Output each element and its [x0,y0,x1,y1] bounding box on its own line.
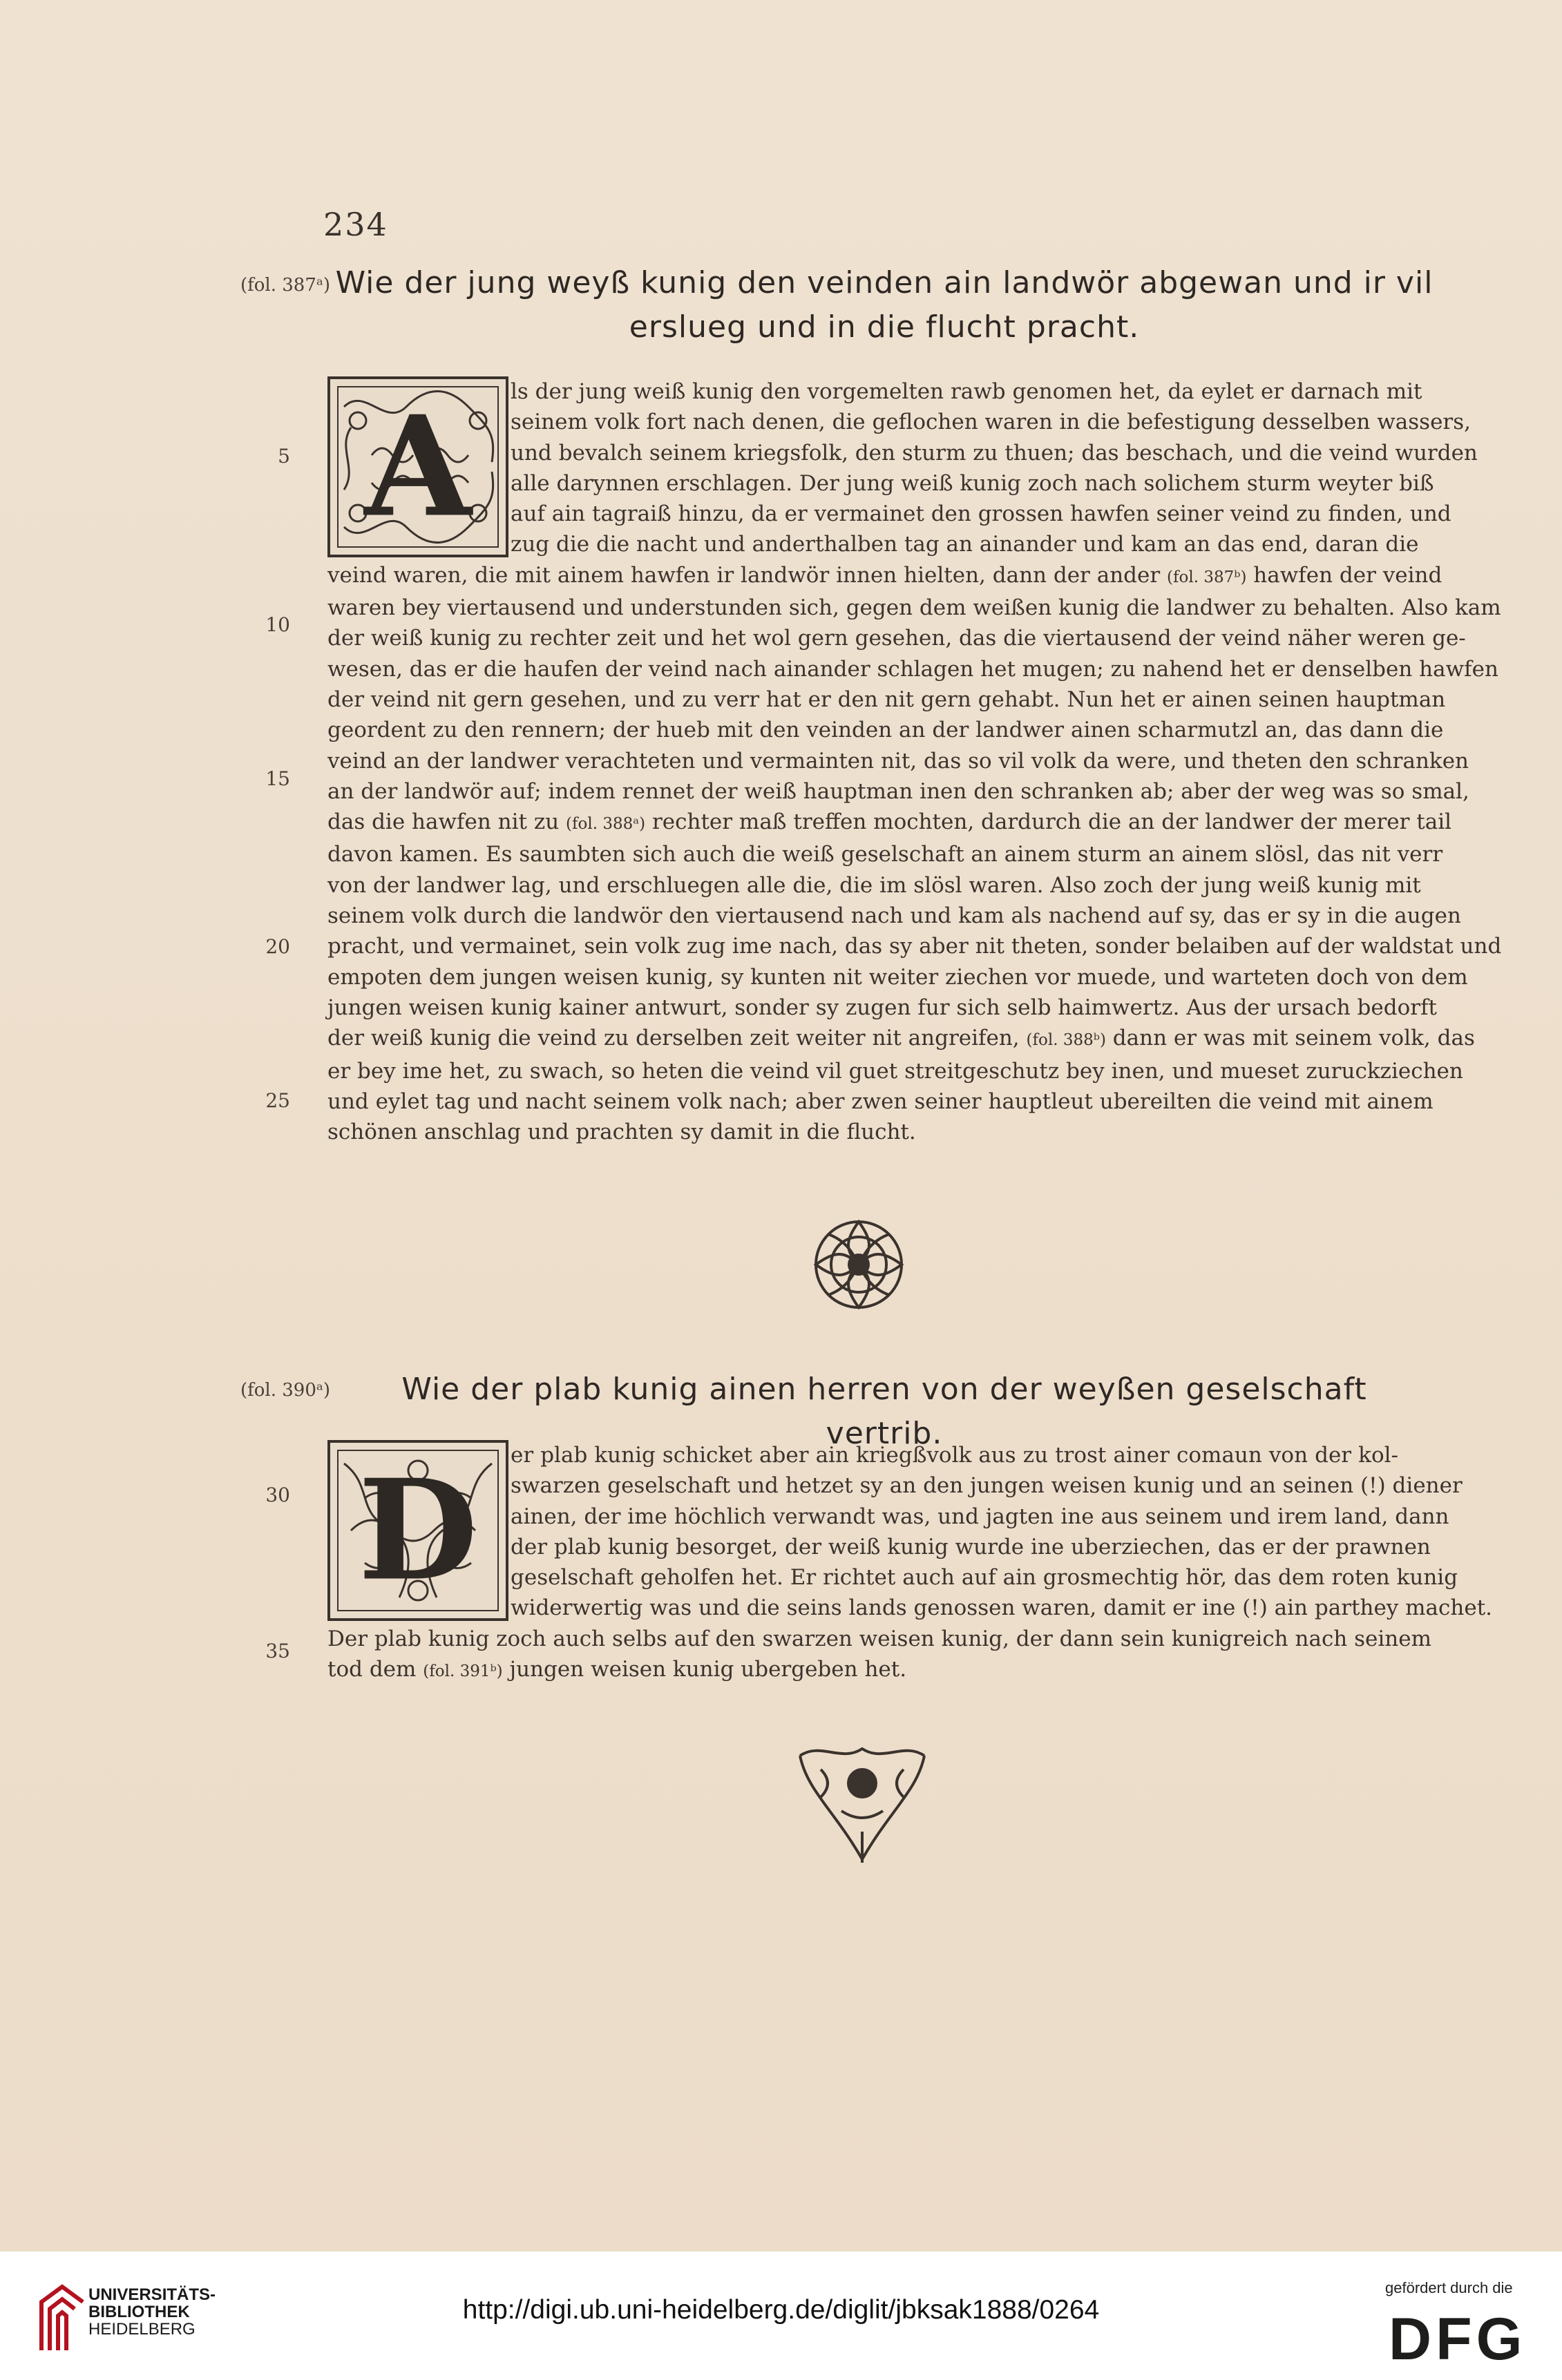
line-number: 35 [265,1640,290,1662]
text-fragment: rechter maß treffen mochten, dardurch die an der landwer der merer tail [651,809,1452,835]
text-line: veind an der landwer verachteten und vermainten nit, das so vil volk da were, und theten den schranken [327,748,1469,774]
line-number: 30 [265,1484,290,1506]
text-fragment: tod dem [327,1657,417,1682]
library-line-1: UNIVERSITÄTS- [88,2285,216,2304]
line-number: 10 [265,613,290,636]
text-line: seinem volk fort nach denen, die geflochen waren in die befestigung desselben wassers, [511,410,1471,435]
section-heading [332,261,1437,349]
folio-marker: (fol. 387ᵃ) [240,275,331,296]
text-fragment: hawfen der veind [1253,562,1442,588]
text-line: und bevalch seinem kriegsfolk, den sturm zu thuen; das beschach, und die veind wurden [511,440,1478,466]
dfg-logo[interactable]: DFG [1389,2306,1527,2372]
text-line: auf ain tagraiß hinzu, da er vermainet den grossen hawfen seiner veind zu finden, und [511,501,1451,527]
text-fragment: dann er was mit seinem volk, das [1112,1026,1475,1051]
text-line: zug die die nacht und anderthalben tag an ainander und kam an das end, daran die [511,532,1419,557]
page-number: 234 [323,206,388,243]
text-fragment: veind waren, die mit ainem hawfen ir landwör innen hielten, dann der ander [327,562,1161,588]
text-line: Der plab kunig zoch auch selbs auf den swarzen weisen kunig, der dann sein kunigreich nach seinem [327,1626,1431,1651]
line-number: 15 [265,767,290,790]
text-line: der plab kunig besorget, der weiß kunig wurde ine uberziechen, das er der prawnen [511,1534,1431,1560]
text-line: jungen weisen kunig kainer antwurt, sonder sy zugen fur sich selb haimwertz. Aus der ursach bedorft [327,995,1438,1020]
text-line [327,1023,1475,1055]
heading-line-2: erslueg und in die flucht pracht. [629,309,1140,345]
text-line: pracht, und vermainet, sein volk zug ime nach, das sy aber nit theten, sonder belaiben auf der waldstat und [327,934,1502,959]
text-line [327,560,1442,593]
text-line: davon kamen. Es saumbten sich auch die weiß geselschaft an ainem sturm an ainem slösl, das nit verr [327,842,1443,867]
paragraph-2 [327,1440,1493,1687]
text-line: ainen, der ime höchlich verwandt was, und jagten ine aus seinem und irem land, dann [511,1504,1449,1529]
line-number: 5 [278,445,290,468]
text-line: an der landwör auf; indem rennet der weiß hauptman inen den schranken ab; aber der weg was so smal, [327,778,1469,804]
inline-folio: (fol. 388ᵃ) [566,815,646,834]
text-line: empoten dem jungen weisen kunig, sy kunten nit weiter ziechen vor muede, und warteten doch von dem [327,964,1468,990]
text-line: ls der jung weiß kunig den vorgemelten rawb genomen het, da eylet er darnach mit [511,379,1422,404]
text-line [327,807,1452,839]
library-line-3: HEIDELBERG [88,2320,196,2339]
heading-line-1: Wie der jung weyß kunig den veinden ain landwör abgewan und ir vil [335,265,1434,300]
text-line: widerwertig was und die seins lands genossen waren, damit er ine (!) ain parthey machet. [511,1595,1493,1621]
text-line: er bey ime het, zu swach, so heten die veind vil guet streitgeschutz bey inen, und mueset zuruckziechen [327,1058,1463,1084]
tailpiece-ornament [793,1742,931,1866]
initial-letter: D [358,1449,478,1612]
text-line: geordent zu den rennern; der hueb mit den veinden an der landwer ainen scharmutzl an, das dann die [327,718,1444,743]
paragraph-1 [327,376,1502,1147]
text-line: geselschaft geholfen het. Er richtet auch auf ain grosmechtig hör, das dem roten kunig [511,1565,1458,1591]
text-fragment: der weiß kunig die veind zu derselben zeit weiter nit angreifen, [327,1026,1020,1051]
permalink-url[interactable]: http://digi.ub.uni-heidelberg.de/diglit/jbksak1888/0264 [462,2295,1100,2325]
text-line: er plab kunig schicket aber ain kriegßvolk aus zu trost ainer comaun von der kol- [511,1443,1398,1468]
text-line: der veind nit gern gesehen, und zu verr hat er den nit gern gehabt. Nun het er ainen seinen hauptman [327,687,1446,712]
section-heading: Wie der plab kunig ainen herren von der weyßen geselschaft vertrib. [401,1372,1367,1451]
line-number: 25 [265,1089,290,1112]
library-line-2: BIBLIOTHEK [88,2303,190,2321]
text-line [327,1654,1398,1687]
inline-folio: (fol. 388ᵇ) [1026,1031,1106,1050]
text-line: der weiß kunig zu rechter zeit und het wol gern gesehen, das die viertausend der veind näher weren ge- [327,626,1466,651]
text-line: alle darynnen erschlagen. Der jung weiß kunig zoch nach solichem sturm weyter biß [511,470,1434,496]
line-number: 20 [265,935,290,958]
text-fragment: das die hawfen nit zu [327,809,560,835]
text-line: und eylet tag und nacht seinem volk nach; aber zwen seiner hauptleut ubereilten die veind mit ainem [327,1088,1434,1114]
text-fragment: jungen weisen kunig ubergeben het. [509,1657,907,1682]
text-line: schönen anschlag und prachten sy damit in die flucht. [327,1120,916,1145]
funding-caption: gefördert durch die [1385,2279,1513,2296]
inline-folio: (fol. 391ᵇ) [423,1662,503,1681]
initial-letter: A [364,385,472,548]
text-line: swarzen geselschaft und hetzet sy an den jungen weisen kunig und an seinen (!) diener [511,1473,1463,1499]
folio-marker: (fol. 390ᵃ) [240,1380,331,1401]
inline-folio: (fol. 387ᵇ) [1167,568,1247,586]
text-line: wesen, das er die haufen der veind nach ainander schlagen het mugen; zu nahend het er denselben hawfen [327,656,1498,682]
text-line: waren bey viertausend und understunden sich, gegen dem weißen kunig die landwer zu behalten. Also kam [327,595,1501,621]
text-line: seinem volk durch die landwör den viertausend nach und kam als nachend auf sy, das er sy in die augen [327,903,1461,929]
rosette-ornament [807,1213,911,1316]
text-line: von der landwer lag, und erschluegen alle die, die im slösl waren. Also zoch der jung weiß kunig mit [327,872,1421,898]
